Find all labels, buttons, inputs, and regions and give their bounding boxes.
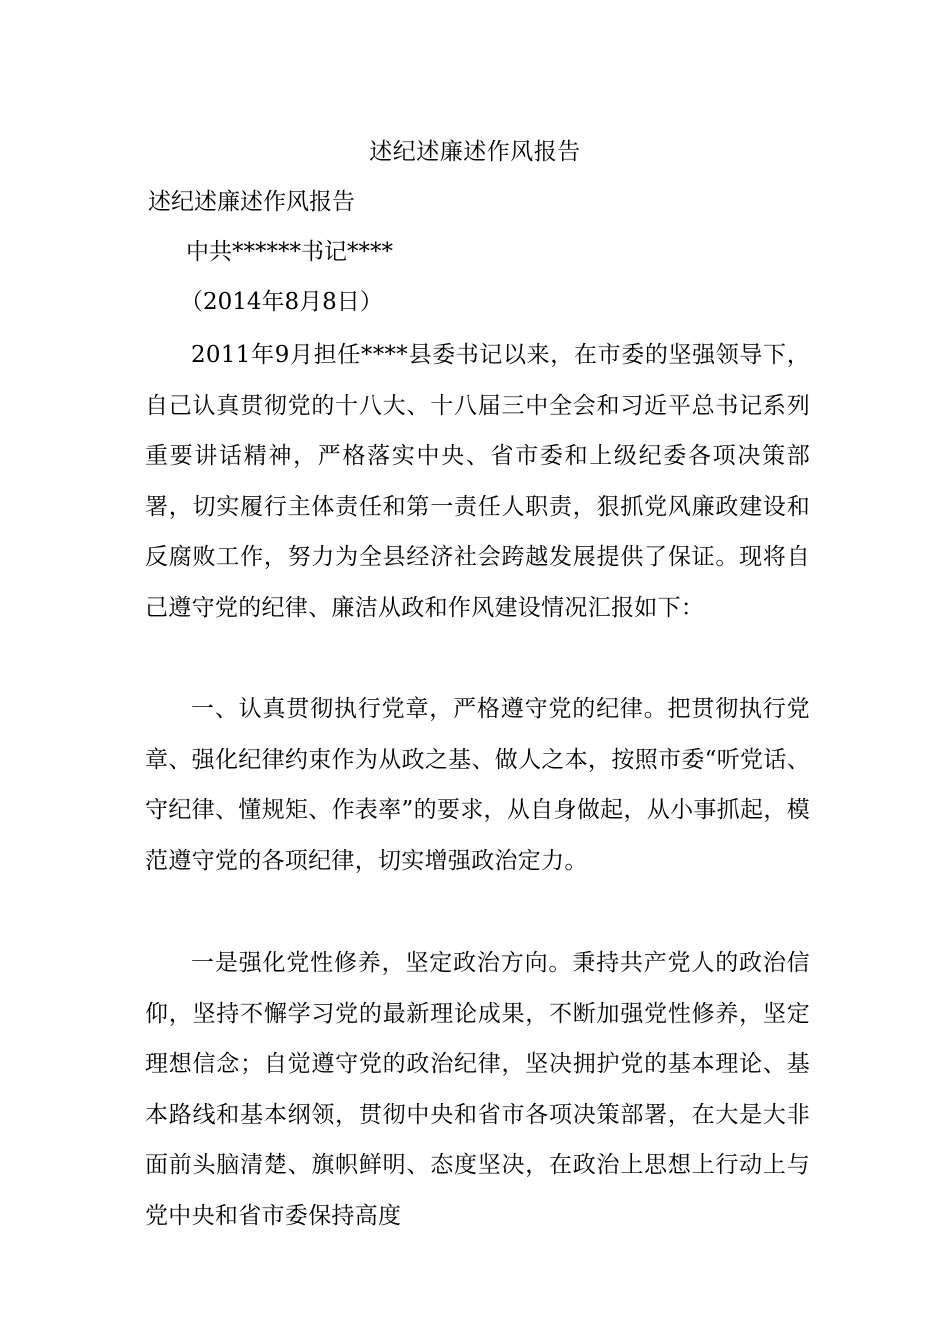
paragraph-text: 一、认真贯彻执行党章，严格遵守党的纪律。把贯彻执行党章、强化纪律约束作为从政之基、做人之本，按照市委“听党话、守纪律、懂规矩、作表率”的要求，从自身做起，从小事抓起，模范遵守党的各项纪律，切实增强政治定力。 xyxy=(145,696,810,874)
document-author: 中共******书记**** xyxy=(186,239,393,265)
paragraph-section-one xyxy=(145,684,810,886)
paragraph-intro xyxy=(145,330,810,634)
paragraph-point-one xyxy=(145,938,810,1242)
paragraph-text: 一是强化党性修养，坚定政治方向。秉持共产党人的政治信仰，坚持不懈学习党的最新理论成果，不断加强党性修养，坚定理想信念；自觉遵守党的政治纪律，坚决拥护党的基本理论、基本路线和基本纲领，贯彻中央和省市各项决策部署，在大是大非面前头脑清楚、旗帜鲜明、态度坚决，在政治上思想上行动上与党中央和省市委保持高度 xyxy=(145,950,810,1229)
document-subtitle: 述纪述廉述作风报告 xyxy=(148,189,355,215)
document-date: （2014年8月8日） xyxy=(180,289,383,315)
paragraph-text: 2011年9月担任****县委书记以来，在市委的坚强领导下，自己认真贯彻党的十八大、十八届三中全会和习近平总书记系列重要讲话精神，严格落实中央、省市委和上级纪委各项决策部署，切实履行主体责任和第一责任人职责，狠抓党风廉政建设和反腐败工作，努力为全县经济社会跨越发展提供了保证。现将自己遵守党的纪律、廉洁从政和作风建设情况汇报如下： xyxy=(145,342,810,621)
document-title: 述纪述廉述作风报告 xyxy=(369,139,581,165)
